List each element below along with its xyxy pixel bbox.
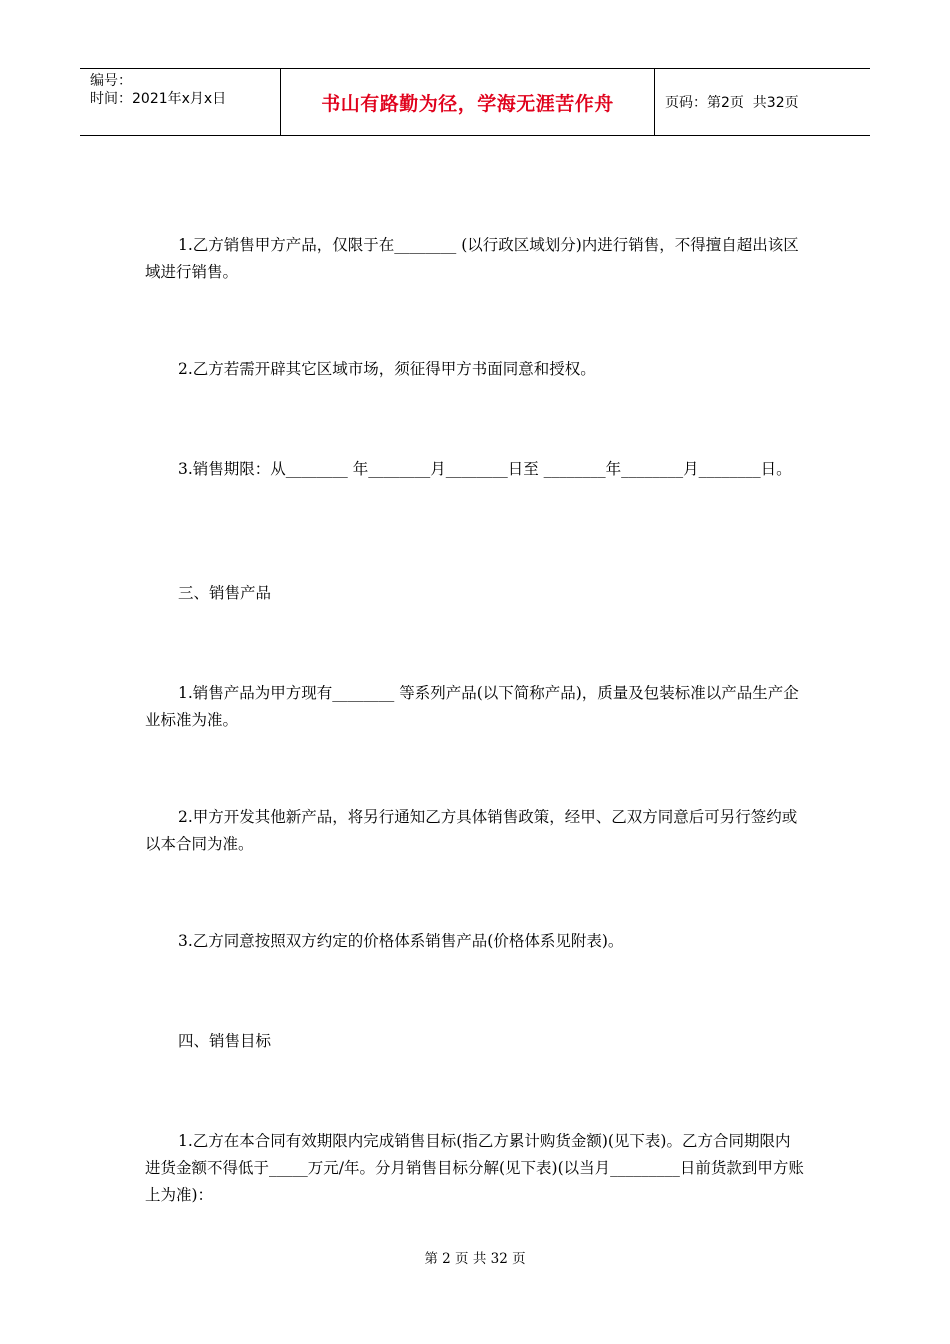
section-heading-4: 四、销售目标 — [178, 1032, 272, 1050]
header-page-info — [655, 69, 870, 135]
paragraph-7: 1.乙方在本合同有效期限内完成销售目标(指乙方累计购货金额)(见下表)。乙方合同期限内进货金额不得低于_____万元/年。分月销售目标分解(见下表)(以当月_________日前货款到甲方账上为准)： — [145, 1132, 804, 1204]
paragraph-4: 1.销售产品为甲方现有________ 等系列产品(以下简称产品)，质量及包装标准以产品生产企业标准为准。 — [145, 684, 799, 729]
paragraph-1: 1.乙方销售甲方产品，仅限于在________ (以行政区域划分)内进行销售，不得擅自超出该区域进行销售。 — [145, 236, 799, 281]
header-meta — [80, 69, 281, 135]
document-header — [80, 68, 870, 136]
time-label: 时间：2021年x月x日 — [90, 91, 227, 107]
page-info-text: 页码：第2页 共32页 — [665, 95, 799, 111]
number-label: 编号： — [90, 73, 132, 89]
paragraph-3: 3.销售期限：从________ 年________月________日至 ________年________月________日。 — [178, 460, 792, 478]
header-motto: 书山有路勤为径，学海无涯苦作舟 — [281, 69, 655, 135]
page-footer: 第 2 页 共 32 页 — [424, 1251, 526, 1267]
paragraph-5: 2.甲方开发其他新产品，将另行通知乙方具体销售政策，经甲、乙双方同意后可另行签约或以本合同为准。 — [145, 808, 798, 853]
paragraph-2: 2.乙方若需开辟其它区域市场，须征得甲方书面同意和授权。 — [178, 360, 596, 378]
section-heading-3: 三、销售产品 — [178, 584, 272, 602]
paragraph-6: 3.乙方同意按照双方约定的价格体系销售产品(价格体系见附表)。 — [178, 932, 624, 950]
